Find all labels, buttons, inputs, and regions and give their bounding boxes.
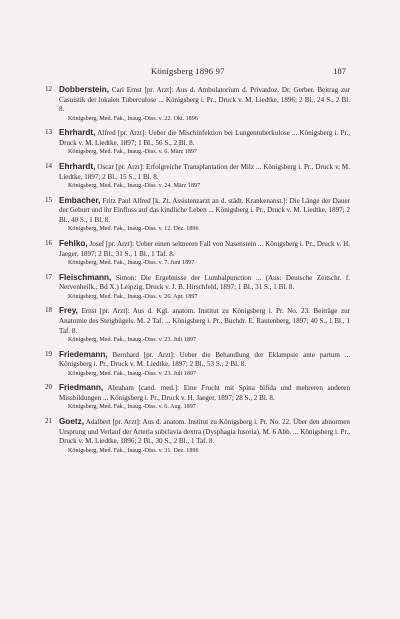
entry-body	[59, 85, 350, 123]
entry-text: Oscar [pr. Arzt]: Erfolgreiche Transplantation der Milz ... Königsberg i. Pr., Druck v. M. Liedtke, 1897; 2 Bl., 15 S., 1 Bl. 8.	[59, 162, 350, 181]
entry-number: 14	[45, 161, 53, 170]
publication-note: Königsberg, Med. Fak., Inaug.-Diss. v. 6. März 1897	[68, 149, 197, 156]
entry-text: Bernhard [pr. Arzt]: Ueber die Behandlung der Eklampsie ante partum ... Königsberg i. Pr., Druck v. M. Liedtke, 1897; 2 Bl., 53 S., 2 Bl. 8.	[59, 350, 350, 369]
entry-number: 19	[45, 349, 53, 358]
entry-text: Josef [pr. Arzt]: Ueber einen seltneren Fall von Nasenstein ... Königsberg i. Pr., Druck v. H. Jaeger, 1897; 2 Bl., 31 S., 1 Bl., 1 Taf. 8.	[59, 239, 350, 258]
author-name: Dobberstein,	[59, 85, 110, 94]
bibliography-list	[45, 85, 350, 460]
entry-body	[59, 383, 350, 411]
entry-text: Ernst [pr. Arzt]: Aus d. Kgl. anatom. Institut zu Königsberg i. Pr. No. 23. Beiträge zur Anatomie des Steigbügels. M. 2 Taf. ... Königsberg i. Pr., Buchdr. E. Rautenberg, 1897; 40 S., 1 Bl., 1 Taf. 8.	[59, 307, 351, 335]
entry-body	[59, 417, 350, 455]
entry-number: 16	[45, 238, 53, 247]
entry-text: Simon: Die Ergebnisse der Lumbalpunction ... (Aus: Deutsche Zeitschr. f. Nervenheilk., Bd X.) Leipzig, Druck v. J. B. Hirschfeld, 1897; 1 Bl., 31 S., 1 Bl. 8.	[59, 273, 350, 292]
entry-body	[59, 196, 350, 234]
author-name: Fehlko,	[59, 238, 88, 248]
entry-number: 18	[45, 306, 53, 315]
running-header	[56, 66, 346, 80]
bibliography-entry	[45, 350, 350, 378]
bibliography-entry	[45, 162, 350, 190]
bibliography-entry	[45, 85, 350, 123]
publication-note: Königsberg, Med. Fak., Inaug.-Diss. v. 23. Juli 1897	[68, 337, 196, 344]
entry-number: 21	[45, 416, 53, 425]
entry-body	[59, 306, 350, 344]
publication-note: Königsberg, Med. Fak., Inaug.-Diss. v. 24. März 1897	[68, 183, 201, 190]
publication-note: Königsberg, Med. Fak., Inaug.-Diss. v. 31. Dez. 1896	[68, 447, 199, 454]
entry-text: Alfred [pr. Arzt]: Ueber die Mischinfektion bei Lungentuberkulose ... Königsberg i. Pr., Druck v. M. Liedtke, 1897; 1 Bl., 56 S., 2 Bl. 8.	[59, 129, 350, 147]
entry-body	[59, 273, 350, 301]
entry-body	[59, 239, 350, 267]
author-name: Friedmann,	[59, 383, 104, 393]
entry-body	[59, 350, 350, 378]
publication-note: Königsberg, Med. Fak., Inaug.-Diss. v. 26. Apr. 1897	[68, 293, 198, 300]
bibliography-entry	[45, 306, 350, 344]
publication-note: Königsberg, Med. Fak., Inaug.-Diss. v. 12. Dez. 1896	[68, 226, 199, 233]
author-name: Ehrhardt,	[59, 161, 96, 171]
entry-number: 20	[45, 383, 53, 392]
publication-note: Königsberg, Med. Fak., Inaug.-Diss. v. 22. Okt. 1896	[68, 115, 198, 122]
author-name: Fleischmann,	[59, 272, 112, 282]
author-name: Ehrhardt,	[59, 128, 96, 138]
entry-body	[59, 128, 350, 156]
author-name: Embacher,	[59, 195, 101, 205]
running-title: Königsberg 1896 97	[151, 66, 225, 76]
bibliography-entry	[45, 383, 350, 411]
entry-body	[59, 162, 350, 190]
bibliography-entry	[45, 273, 350, 301]
publication-note: Königsberg, Med. Fak., Inaug.-Diss. v. 23. Juli 1897	[68, 370, 196, 377]
entry-text: Abraham [cand. med.]: Eine Frucht mit Spina bifida und mehreren anderen Missbildungen ... Königsberg i. Pr., Druck v. H. Jaeger, 1897; 28 S., 2 Bl. 8.	[59, 384, 351, 402]
bibliography-entry	[45, 128, 350, 156]
entry-number: 15	[45, 195, 53, 204]
entry-number: 17	[45, 272, 53, 281]
bibliography-entry	[45, 239, 350, 267]
page-number: 187	[333, 66, 346, 76]
entry-number: 13	[45, 128, 53, 137]
author-name: Goetz,	[59, 416, 85, 426]
author-name: Friedemann,	[59, 349, 108, 359]
author-name: Frey,	[59, 306, 78, 316]
publication-note: Königsberg, Med. Fak., Inaug.-Diss. v. 6. Aug. 1897	[68, 404, 196, 411]
entry-text: Carl Ernst [pr. Arzt]: Aus d. Ambulatorium d. Privatdoz. Dr. Gerber. Beitrag zur Casuistik der lokalen Tuberculose ... Königsberg i. Pr., Druck v. M. Liedtke, 1896; 2 Bl., 24 S., 2 Bl. 8.	[59, 86, 350, 114]
entry-number: 12	[45, 85, 53, 93]
entry-text: Fritz Paul Alfred [k. Zt. Assistenzarzt an d. städt. Krankenanst.]: Die Länge der Dauer der Geburt und ihr Einfluss auf das kindliche Leben ... Königsberg i. Pr., Druck v. M. Liedtke, 1897; 2 Bl., 40 S., 1 Bl. 8.	[59, 196, 350, 224]
bibliography-entry	[45, 417, 350, 455]
entry-text: Adalbert [pr. Arzt]: Aus d. anatom. Institut zu Königsberg i. Pr. No. 22. Über den abnormen Ursprung und Verlauf der Arteria subclavia dextra (Dysphagia lusoria). M. 6 Abb. ... Königsberg i. Pr., Druck v. M. Liedtke, 1896; 2 Bl., 30 S., 2 Bl., 1 Taf. 8.	[59, 417, 350, 446]
publication-note: Königsberg, Med. Fak., Inaug.-Diss. v. 7. Juni 1897	[68, 260, 195, 267]
bibliography-entry	[45, 196, 350, 234]
